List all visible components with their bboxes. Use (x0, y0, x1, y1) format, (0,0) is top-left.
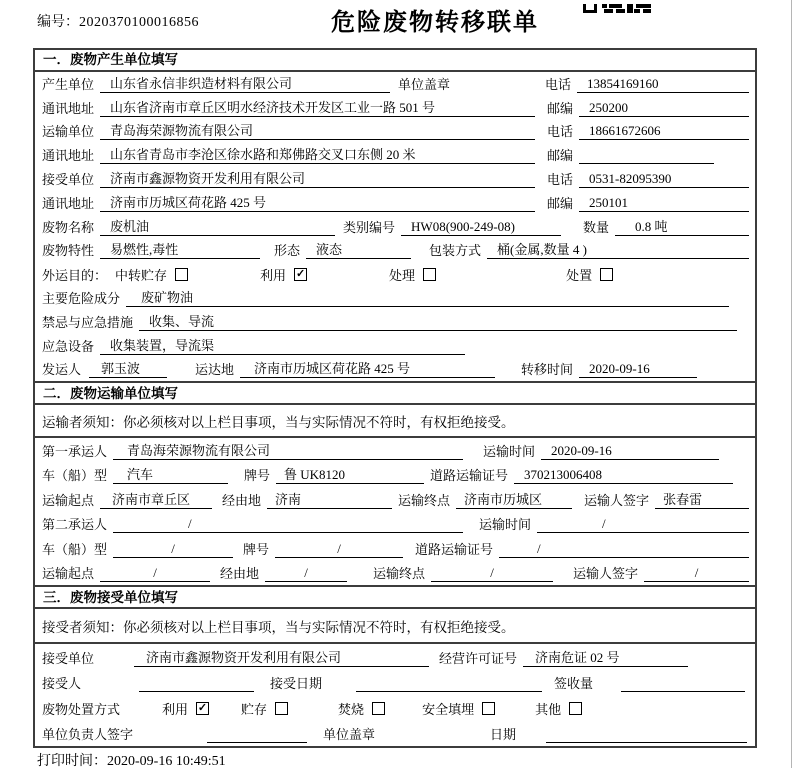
producer-address-label: 通讯地址 (42, 100, 95, 116)
accept-date-label: 接受日期 (270, 676, 323, 692)
section3-body (35, 644, 755, 746)
second-carrier-label: 第二承运人 (42, 517, 108, 533)
waste-props-value: 易燃性,毒性 (100, 239, 260, 259)
disposal-incineration-label: 焚烧 (338, 701, 365, 717)
disposal-option-storage (241, 699, 288, 718)
carrier2-signature-value: / (644, 565, 749, 582)
shipper-label: 发运人 (42, 362, 82, 378)
second-carrier-row (35, 512, 755, 537)
route1-via-label: 经由地 (222, 492, 262, 508)
road-permit2-label: 道路运输证号 (415, 541, 494, 557)
waste-pack-label: 包装方式 (429, 243, 482, 259)
producer-zip-label: 邮编 (547, 100, 574, 116)
transport-phone-label: 电话 (547, 124, 574, 140)
purpose-disposal-label: 处置 (566, 267, 593, 283)
vehicle2-row (35, 536, 755, 561)
transfer-time-label: 转移时间 (521, 362, 574, 378)
producer-unit-value: 山东省永信非织造材料有限公司 (100, 73, 390, 93)
transport-time1-value: 2020-09-16 (541, 443, 719, 460)
transport-unit-row (35, 120, 755, 144)
carrier2-signature-label: 运输人签字 (573, 566, 639, 582)
transport-zip-label: 邮编 (547, 148, 574, 164)
license-value: 济南危证 02 号 (523, 647, 688, 667)
purpose-storage-label: 中转贮存 (115, 267, 168, 283)
producer-unit-row (35, 72, 755, 96)
route2-via-label: 经由地 (220, 566, 260, 582)
plate1-label: 牌号 (244, 468, 271, 484)
producer-zip-value: 250200 (579, 100, 749, 117)
waste-props-label: 废物特性 (42, 243, 95, 259)
section1-body (35, 72, 755, 381)
purpose-option-disposal (566, 265, 613, 284)
waste-code-label: 类别编号 (343, 219, 396, 235)
transport-unit-label: 运输单位 (42, 124, 95, 140)
serial-number (37, 11, 199, 31)
unit-seal-label: 单位盖章 (398, 76, 451, 92)
purpose-option-treatment (389, 265, 436, 284)
disposal-method-row (35, 695, 755, 721)
route1-end-value: 济南市历城区 (456, 489, 572, 509)
disposal-landfill-label: 安全填埋 (422, 701, 475, 717)
responsible-signature-row (35, 721, 755, 747)
route2-end-label: 运输终点 (373, 566, 426, 582)
disposal-storage-checkbox (275, 702, 288, 715)
waste-code-value: HW08(900-249-08) (401, 219, 561, 236)
manifest-table (33, 48, 757, 748)
receiver-address-row (35, 191, 755, 215)
emergency-equipment-row (35, 334, 755, 358)
receiver-unit-value: 济南市鑫源物资开发利用有限公司 (100, 168, 535, 188)
print-time: 打印时间：2020-09-16 10:49:51 (37, 754, 226, 768)
page-right-edge-line (791, 0, 792, 768)
destination-label: 运达地 (195, 362, 235, 378)
disposal-reuse-checkbox (196, 702, 209, 715)
road-permit1-label: 道路运输证号 (430, 468, 509, 484)
destination-value: 济南市历城区荷花路 425 号 (240, 358, 495, 378)
accepting-unit-label: 接受单位 (42, 650, 95, 666)
receiver-zip-label: 邮编 (547, 195, 574, 211)
disposal-option-other (535, 699, 582, 718)
purpose-reuse-checkbox (294, 268, 307, 281)
accepting-unit-value: 济南市鑫源物资开发利用有限公司 (134, 647, 429, 667)
purpose-option-storage (115, 265, 188, 284)
vehicle1-type-value: 汽车 (113, 464, 228, 484)
route1-start-value: 济南市章丘区 (100, 489, 212, 509)
document-title: 危险废物转移联单 (331, 10, 539, 36)
received-qty-label: 签收量 (554, 676, 594, 692)
plate2-label: 牌号 (243, 541, 270, 557)
emergency-measures-row (35, 310, 755, 334)
waste-pack-value: 桶(金属,数量 4 ) (487, 239, 749, 259)
section2-body (35, 438, 755, 585)
transport-time2-label: 运输时间 (479, 517, 532, 533)
receiver-phone-label: 电话 (547, 171, 574, 187)
section2-heading: 二．废物运输单位填写 (35, 381, 755, 405)
purpose-treatment-checkbox (423, 268, 436, 281)
emergency-equipment-label: 应急设备 (42, 338, 95, 354)
sign-date-label: 日期 (490, 727, 517, 743)
disposal-option-reuse (162, 699, 209, 718)
emergency-equipment-value: 收集装置，导流渠 (100, 335, 465, 355)
producer-unit-label: 产生单位 (42, 76, 95, 92)
transport-address-value: 山东省青岛市李沧区徐水路和郑佛路交叉口东侧 20 米 (100, 144, 535, 164)
receiver-phone-value: 0531-82095390 (579, 171, 749, 188)
receiver-address-value: 济南市历城区荷花路 425 号 (100, 192, 535, 212)
waste-qty-value: 0.8 吨 (615, 216, 749, 236)
waste-name-value: 废机油 (100, 216, 335, 236)
waste-name-label: 废物名称 (42, 219, 95, 235)
transport-unit-value: 青岛海荣源物流有限公司 (100, 120, 535, 140)
vehicle1-type-label: 车（船）型 (42, 468, 108, 484)
disposal-reuse-checkmark: ✓ (197, 701, 208, 714)
disposal-other-checkbox (569, 702, 582, 715)
first-carrier-label: 第一承运人 (42, 443, 108, 459)
vehicle2-type-label: 车（船）型 (42, 541, 108, 557)
section3-notice: 接受者须知：你必须核对以上栏目事项，当与实际情况不符时，有权拒绝接受。 (35, 609, 755, 644)
vehicle1-row (35, 463, 755, 488)
accept-date-value (356, 691, 542, 692)
purpose-treatment-label: 处理 (389, 267, 416, 283)
responsible-signature-value (207, 742, 307, 743)
waste-props-row (35, 239, 755, 263)
route1-row (35, 487, 755, 512)
carrier1-signature-label: 运输人签字 (584, 492, 650, 508)
transfer-time-value: 2020-09-16 (579, 361, 697, 378)
disposal-incineration-checkbox (372, 702, 385, 715)
receiver-unit-label: 接受单位 (42, 171, 95, 187)
shipper-value: 郭玉波 (89, 358, 167, 378)
acceptor-label: 接受人 (42, 676, 82, 692)
acceptor-value (139, 691, 254, 692)
shipper-row (35, 358, 755, 382)
disposal-landfill-checkbox (482, 702, 495, 715)
transfer-purpose-row (35, 262, 755, 286)
vehicle2-type-value: / (113, 541, 233, 558)
disposal-reuse-label: 利用 (162, 701, 189, 717)
waste-form-value: 液态 (306, 239, 411, 259)
purpose-option-reuse (260, 265, 307, 284)
route1-via-value: 济南 (267, 489, 392, 509)
transport-phone-value: 18661672606 (579, 123, 749, 140)
purpose-disposal-checkbox (600, 268, 613, 281)
route2-row (35, 561, 755, 586)
hazard-components-row (35, 286, 755, 310)
section1-heading: 一．废物产生单位填写 (35, 50, 755, 72)
second-carrier-value: / (113, 516, 463, 533)
hazard-components-value: 废矿物油 (126, 287, 729, 307)
responsible-signature-label: 单位负责人签字 (42, 727, 134, 743)
transport-address-label: 通讯地址 (42, 148, 95, 164)
purpose-reuse-checkmark: ✓ (295, 267, 306, 280)
producer-phone-value: 13854169160 (577, 76, 749, 93)
route1-start-label: 运输起点 (42, 492, 95, 508)
receiver-address-label: 通讯地址 (42, 195, 95, 211)
section2-notice: 运输者须知：你必须核对以上栏目事项，当与实际情况不符时，有权拒绝接受。 (35, 405, 755, 438)
license-label: 经营许可证号 (439, 650, 518, 666)
route2-end-value: / (431, 565, 553, 582)
producer-address-value: 山东省济南市章丘区明水经济技术开发区工业一路 501 号 (100, 97, 535, 117)
receiver-zip-value: 250101 (579, 195, 749, 212)
first-carrier-row (35, 438, 755, 463)
transport-zip-value (579, 163, 714, 164)
waste-form-label: 形态 (274, 243, 301, 259)
emergency-measures-value: 收集、导流 (139, 311, 737, 331)
hazard-components-label: 主要危险成分 (42, 290, 121, 306)
road-permit1-value: 370213006408 (514, 467, 733, 484)
transport-time1-label: 运输时间 (483, 443, 536, 459)
plate1-value: 鲁 UK8120 (276, 464, 424, 484)
disposal-option-incineration (338, 699, 385, 718)
unit-seal2-label: 单位盖章 (323, 727, 376, 743)
emergency-measures-label: 禁忌与应急措施 (42, 314, 134, 330)
plate2-value: / (275, 541, 403, 558)
disposal-storage-label: 贮存 (241, 701, 268, 717)
sign-date-value (546, 742, 747, 743)
accepting-unit-row (35, 644, 755, 670)
producer-address-row (35, 96, 755, 120)
acceptor-row (35, 670, 755, 696)
producer-phone-label: 电话 (545, 76, 572, 92)
disposal-method-label: 废物处置方式 (42, 701, 121, 717)
qr-code-fragment (583, 0, 651, 18)
route1-end-label: 运输终点 (398, 492, 451, 508)
route2-start-label: 运输起点 (42, 566, 95, 582)
transfer-purpose-label: 外运目的： (42, 267, 108, 283)
serial-number-value: 2020370100016856 (79, 15, 199, 30)
received-qty-value (621, 691, 745, 692)
purpose-storage-checkbox (175, 268, 188, 281)
road-permit2-value: / (499, 541, 749, 558)
transport-address-row (35, 143, 755, 167)
route2-start-value: / (100, 565, 210, 582)
purpose-reuse-label: 利用 (260, 267, 287, 283)
waste-qty-label: 数量 (583, 219, 610, 235)
disposal-option-landfill (422, 699, 495, 718)
serial-number-label: 编号： (37, 15, 79, 30)
route2-via-value: / (265, 565, 347, 582)
first-carrier-value: 青岛海荣源物流有限公司 (113, 440, 463, 460)
disposal-other-label: 其他 (535, 701, 562, 717)
receiver-unit-row (35, 167, 755, 191)
carrier1-signature-value: 张春雷 (655, 489, 749, 509)
transport-time2-value: / (537, 516, 749, 533)
waste-name-row (35, 215, 755, 239)
section3-heading: 三．废物接受单位填写 (35, 585, 755, 609)
